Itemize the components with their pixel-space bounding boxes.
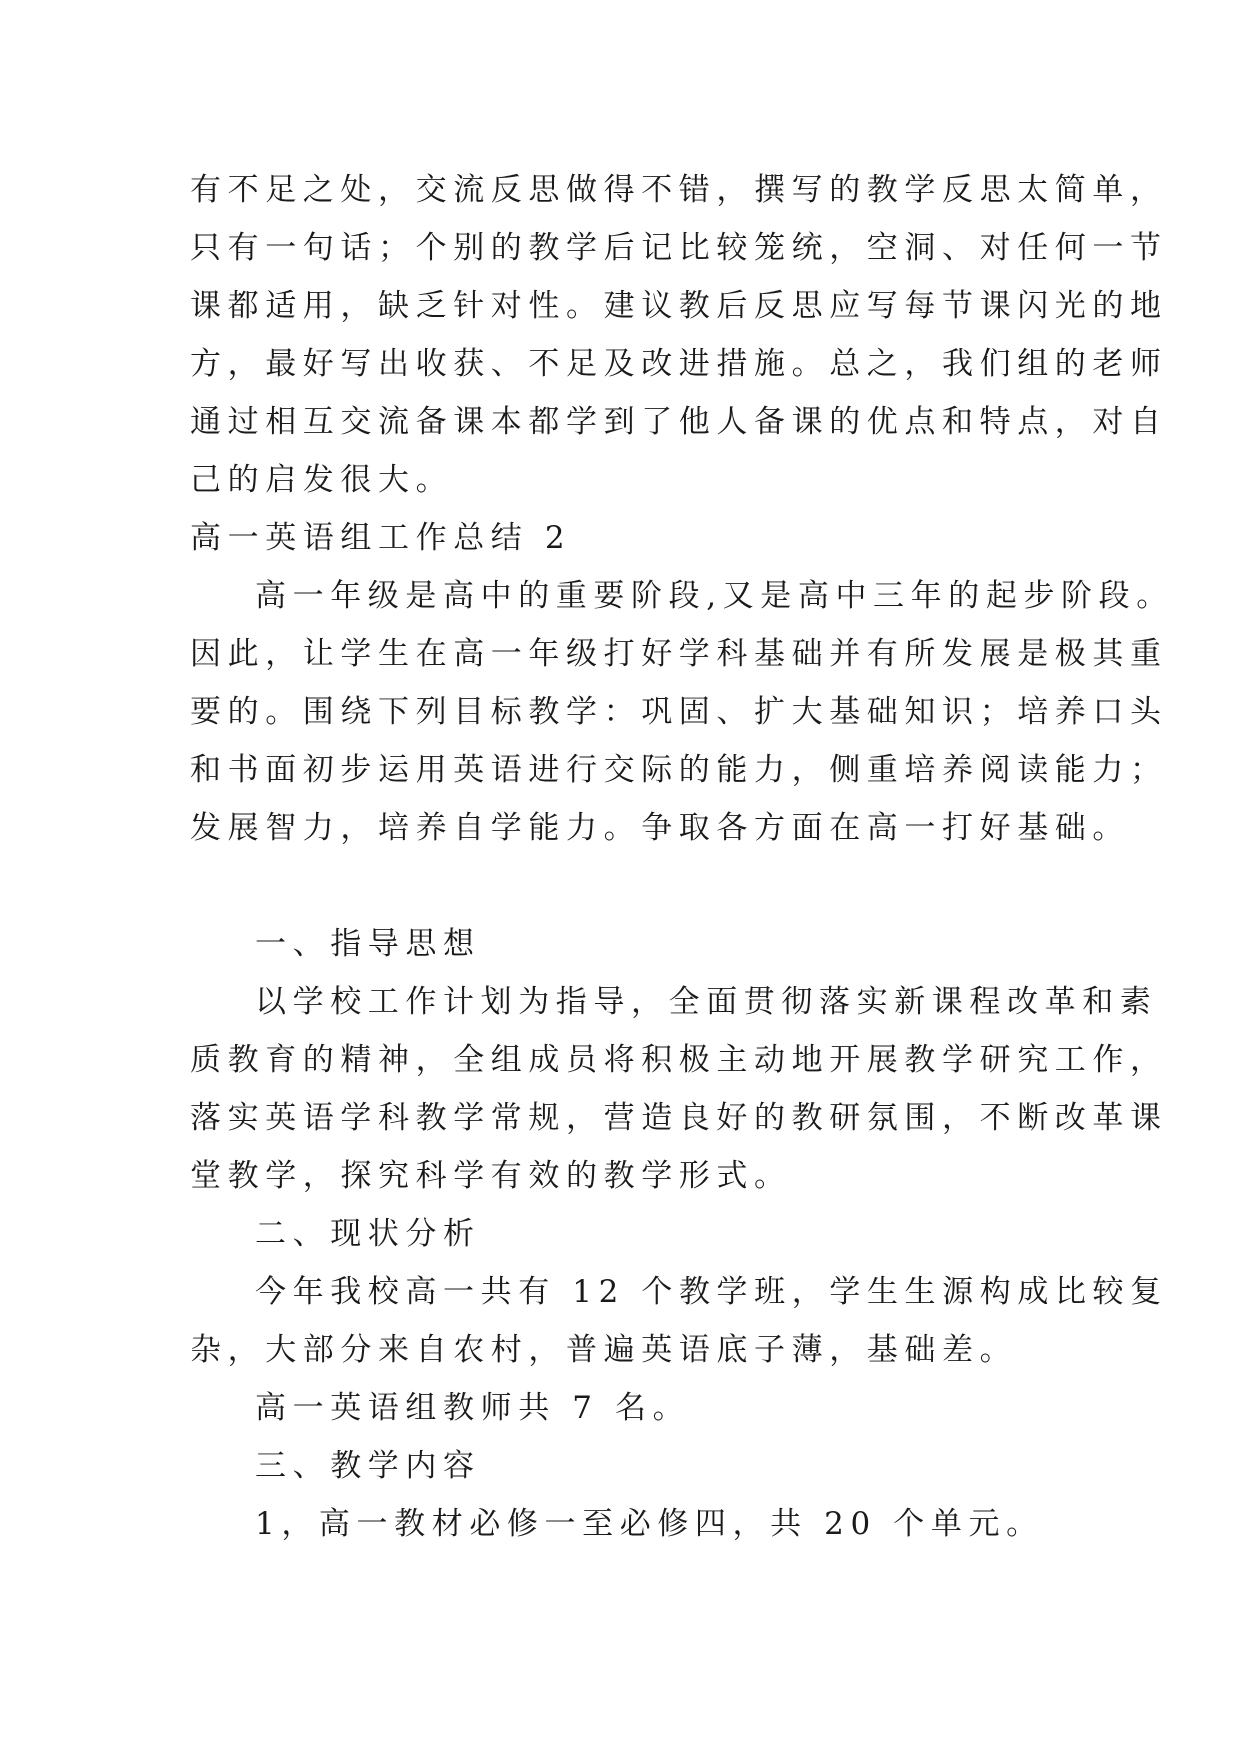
paragraph-line: 堂教学，探究科学有效的教学形式。 — [190, 1158, 792, 1194]
paragraph-line: 只有一句话；个别的教学后记比较笼统，空洞、对任何一节 — [190, 230, 1168, 266]
paragraph-line: 发展智力，培养自学能力。争取各方面在高一打好基础。 — [190, 810, 1130, 846]
paragraph-line: 和书面初步运用英语进行交际的能力，侧重培养阅读能力； — [190, 752, 1168, 788]
paragraph-line: 落实英语学科教学常规，营造良好的教研氛围，不断改革课 — [190, 1100, 1168, 1136]
paragraph-line: 质教育的精神，全组成员将积极主动地开展教学研究工作， — [190, 1042, 1168, 1078]
paragraph-line: 要的。围绕下列目标教学：巩固、扩大基础知识；培养口头 — [190, 694, 1168, 730]
paragraph-line: 因此，让学生在高一年级打好学科基础并有所发展是极其重 — [190, 636, 1168, 672]
paragraph-line: 有不足之处，交流反思做得不错，撰写的教学反思太简单， — [190, 172, 1168, 208]
paragraph-line: 方，最好写出收获、不足及改进措施。总之，我们组的老师 — [190, 346, 1168, 382]
heading-status-analysis: 二、现状分析 — [255, 1216, 481, 1252]
list-item: 1，高一教材必修一至必修四，共 20 个单元。 — [255, 1506, 1044, 1542]
paragraph-line: 高一年级是高中的重要阶段,又是高中三年的起步阶段。 — [255, 578, 1174, 614]
paragraph-line: 高一英语组教师共 7 名。 — [255, 1390, 691, 1426]
heading-teaching-content: 三、教学内容 — [255, 1448, 481, 1484]
section-title: 高一英语组工作总结 2 — [190, 520, 572, 556]
paragraph-line: 己的启发很大。 — [190, 462, 454, 498]
paragraph-line: 杂，大部分来自农村，普遍英语底子薄，基础差。 — [190, 1332, 1018, 1368]
paragraph-line: 以学校工作计划为指导，全面贯彻落实新课程改革和素 — [255, 984, 1158, 1020]
paragraph-line: 课都适用，缺乏针对性。建议教后反思应写每节课闪光的地 — [190, 288, 1168, 324]
paragraph-line: 通过相互交流备课本都学到了他人备课的优点和特点，对自 — [190, 404, 1168, 440]
heading-guiding-idea: 一、指导思想 — [255, 926, 481, 962]
paragraph-line: 今年我校高一共有 12 个教学班，学生生源构成比较复 — [255, 1274, 1168, 1310]
